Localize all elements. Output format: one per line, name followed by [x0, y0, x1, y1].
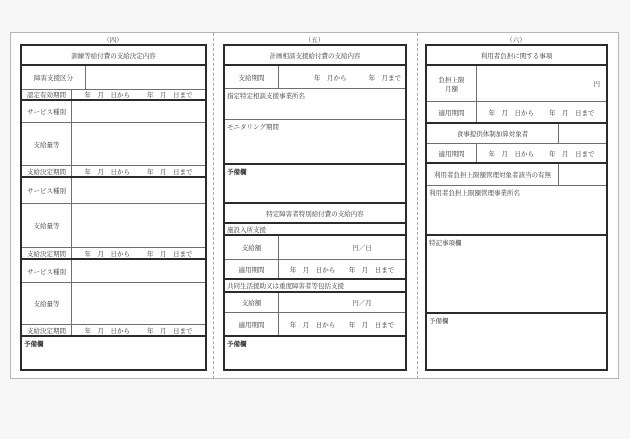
remarks-field[interactable] [427, 314, 606, 369]
cap-management-label: 利用者負担上限額管理対象者該当の有無 [427, 164, 559, 185]
service-type-row-3 [22, 260, 205, 283]
supply-amount-label: 支給量等 [22, 123, 72, 165]
cap-period-label: 適用期間 [427, 102, 477, 122]
panel-training-benefit [20, 44, 207, 371]
remarks-row [427, 314, 606, 369]
facility-support-label: 施設入所支援 [227, 225, 266, 234]
remarks-label: 予備欄 [227, 168, 247, 176]
panel-five-title: 計画相談支援給付費の支給内容 [269, 51, 361, 60]
monitoring-period-label: モニタリング期間 [227, 123, 279, 131]
group-amount-row [225, 293, 405, 313]
service-type-row-1 [22, 101, 205, 123]
service-type-label: サービス種別 [22, 101, 72, 122]
meal-period-field[interactable] [477, 144, 606, 162]
remarks-label-2: 予備欄 [227, 340, 247, 348]
date-from: 年 月 日から [488, 149, 534, 158]
cap-management-field[interactable] [559, 164, 606, 185]
page-divider-1 [213, 33, 214, 379]
remarks-field[interactable] [225, 165, 405, 202]
remarks-field-2[interactable] [225, 337, 405, 369]
supply-amount-field[interactable] [72, 204, 205, 247]
burden-cap-field[interactable] [477, 66, 606, 101]
service-type-field[interactable] [72, 260, 205, 282]
cap-period-field[interactable] [477, 102, 606, 122]
disability-class-row [22, 66, 205, 90]
special-notes-label: 特記事項欄 [429, 239, 462, 247]
group-period-label: 適用期間 [225, 313, 279, 335]
group-amount-label: 支給額 [225, 293, 279, 312]
remarks-label: 予備欄 [429, 317, 449, 325]
group-period-field[interactable] [279, 313, 405, 335]
service-type-label: サービス種別 [22, 178, 72, 203]
date-to: 年 月 日まで [147, 326, 193, 335]
monitoring-period-field[interactable] [225, 120, 405, 163]
decision-period-field[interactable] [72, 166, 205, 176]
meal-period-label: 適用期間 [427, 144, 477, 162]
burden-cap-label-line2: 月額 [445, 84, 458, 93]
supply-period-field[interactable] [279, 66, 405, 88]
disability-class-label: 障害支援区分 [22, 66, 86, 89]
group-living-row [225, 280, 405, 293]
service-type-field[interactable] [72, 101, 205, 122]
meal-period-row [427, 144, 606, 164]
date-from: 年 月 日から [84, 326, 130, 335]
panel-six-title-row [427, 46, 606, 66]
panel-planning-consultation [223, 44, 407, 371]
supply-amount-row-1 [22, 123, 205, 166]
facility-period-label: 適用期間 [225, 260, 279, 278]
facility-amount-row [225, 236, 405, 260]
facility-amount-unit: 円／日 [352, 244, 372, 252]
supply-amount-row-3 [22, 283, 205, 325]
meal-provision-field[interactable] [559, 124, 606, 143]
cap-management-row [427, 164, 606, 186]
group-amount-unit: 円／月 [352, 299, 372, 307]
cap-period-row [427, 102, 606, 124]
special-benefit-title: 特定障害者特別給付費の支給内容 [266, 209, 364, 218]
cap-management-office-field[interactable] [427, 186, 606, 234]
group-living-label: 共同生活援助又は重度障害者等包括支援 [227, 282, 344, 290]
panel-label-five: （五） [304, 36, 325, 44]
decision-period-row-3 [22, 325, 205, 337]
designated-office-field[interactable] [225, 89, 405, 119]
date-from: 年 月 日から [289, 320, 336, 329]
cap-management-office-row [427, 186, 606, 236]
page-divider-2 [417, 33, 418, 379]
panel-four-title: 訓練等給付費の支給決定内容 [71, 51, 156, 60]
facility-support-row [225, 224, 405, 236]
disability-class-field[interactable] [86, 66, 205, 89]
decision-period-label: 支給決定期間 [22, 248, 72, 258]
date-to: 年 月 日まで [549, 149, 595, 158]
supply-amount-label: 支給量等 [22, 204, 72, 247]
decision-period-label: 支給決定期間 [22, 166, 72, 176]
service-type-label: サービス種別 [22, 260, 72, 282]
period-from: 年 月から [314, 73, 347, 82]
supply-amount-row-2 [22, 204, 205, 248]
burden-cap-row [427, 66, 606, 102]
remarks-field[interactable] [22, 337, 205, 369]
panel-label-six: （六） [506, 36, 526, 44]
date-to: 年 月 日まで [348, 320, 395, 329]
decision-period-field[interactable] [72, 248, 205, 258]
certification-period-row [22, 90, 205, 101]
meal-provision-row [427, 124, 606, 144]
certification-period-label: 認定有効期間 [22, 90, 72, 99]
date-to: 年 月 日まで [348, 265, 395, 274]
remarks-row [22, 337, 205, 369]
panel-user-burden [425, 44, 608, 371]
panel-four-title-row [22, 46, 205, 66]
panel-label-four: （四） [103, 36, 123, 44]
group-period-row [225, 313, 405, 337]
panel-six-title: 利用者負担に関する事項 [480, 51, 553, 60]
supply-amount-label: 支給量等 [22, 283, 72, 324]
panel-five-title-row [225, 46, 405, 66]
special-notes-field[interactable] [427, 236, 606, 312]
period-to: 年 月まで [368, 73, 401, 82]
decision-period-row-2 [22, 248, 205, 260]
facility-period-field[interactable] [279, 260, 405, 278]
burden-cap-label [427, 66, 477, 101]
decision-period-label: 支給決定期間 [22, 325, 72, 335]
burden-cap-label-line1: 負担上限 [438, 75, 465, 84]
burden-cap-unit: 円 [593, 80, 600, 88]
remarks-label: 予備欄 [24, 340, 44, 348]
service-type-field[interactable] [72, 178, 205, 203]
facility-amount-label: 支給額 [225, 236, 279, 259]
date-to: 年 月 日まで [147, 249, 193, 258]
date-from: 年 月 日から [289, 265, 336, 274]
supply-amount-field[interactable] [72, 123, 205, 165]
date-from: 年 月 日から [488, 108, 534, 117]
date-to: 年 月 日まで [549, 108, 595, 117]
meal-provision-label: 食事提供体制加算対象者 [427, 124, 559, 143]
service-type-row-2 [22, 178, 205, 204]
certification-period-field[interactable] [72, 90, 205, 99]
special-notes-row [427, 236, 606, 314]
supply-period-label: 支給期間 [225, 66, 279, 88]
decision-period-field[interactable] [72, 325, 205, 335]
date-from: 年 月 日から [84, 249, 130, 258]
cap-management-office-label: 利用者負担上限額管理事業所名 [429, 189, 520, 197]
remarks-row [225, 165, 405, 204]
special-benefit-title-row [225, 204, 405, 224]
remarks-row-2 [225, 337, 405, 369]
facility-period-row [225, 260, 405, 280]
facility-amount-field[interactable] [279, 236, 405, 259]
date-from: 年 月 日から [84, 167, 130, 176]
decision-period-row-1 [22, 166, 205, 178]
supply-amount-field[interactable] [72, 283, 205, 324]
supply-period-row [225, 66, 405, 89]
designated-office-row [225, 89, 405, 120]
date-to: 年 月 日まで [147, 167, 193, 176]
date-to: 年 月 日まで [147, 91, 193, 99]
group-amount-field[interactable] [279, 293, 405, 312]
date-from: 年 月 日から [84, 91, 130, 99]
monitoring-period-row [225, 120, 405, 165]
designated-office-label: 指定特定相談支援事業所名 [227, 92, 305, 100]
